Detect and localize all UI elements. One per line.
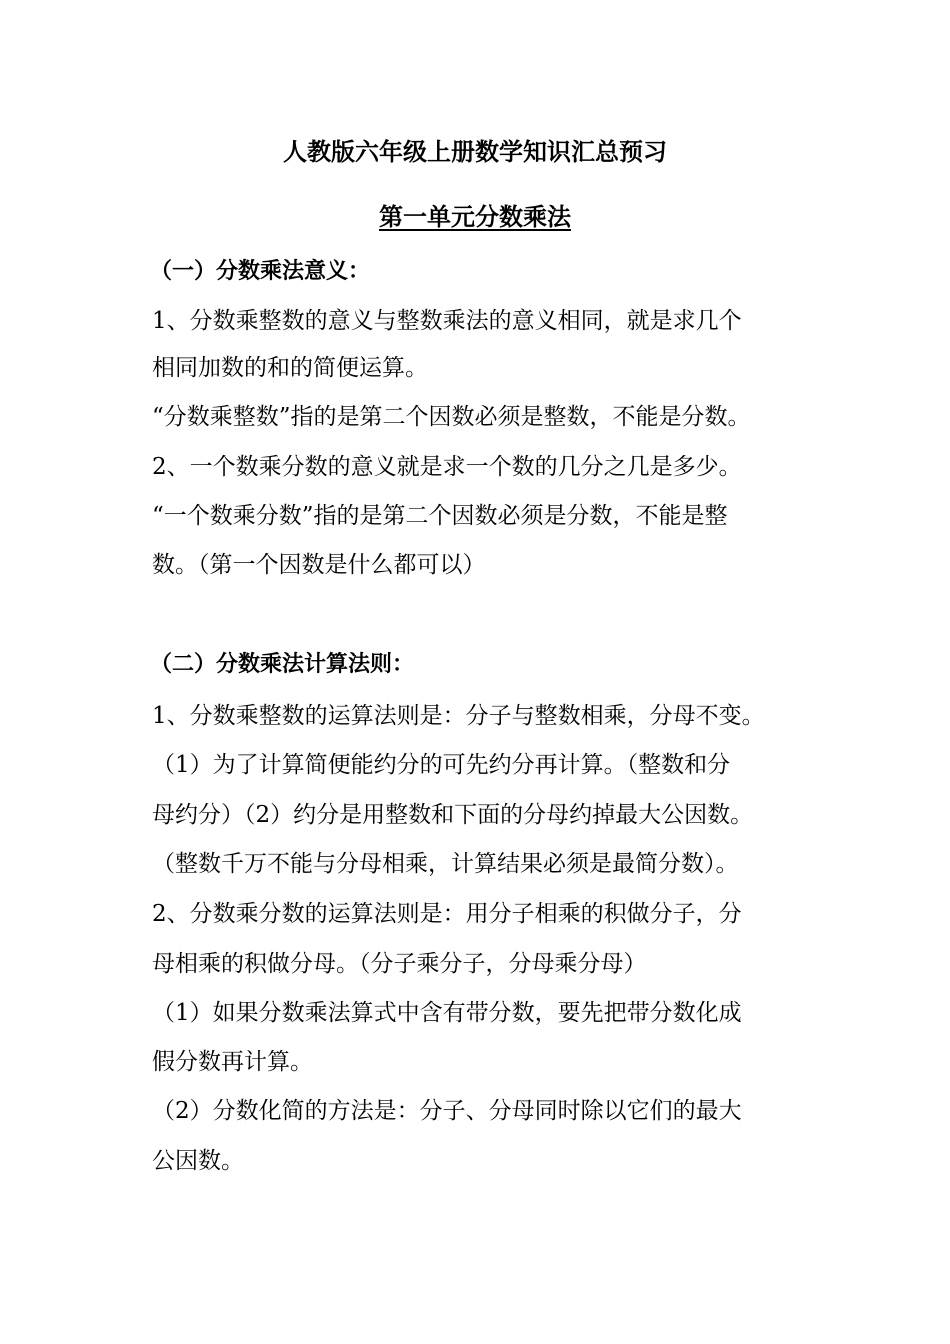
paragraph-line: 母相乘的积做分母。（分子乘分子，分母乘分母） [152,951,647,977]
section-heading-meaning: （一）分数乘法意义： [150,259,371,284]
paragraph-line: （2）分数化简的方法是：分子、分母同时除以它们的最大 [152,1098,742,1124]
unit-title: 第一单元分数乘法 [379,203,571,231]
document-title: 人教版六年级上册数学知识汇总预习 [283,138,667,166]
paragraph-line: （1）如果分数乘法算式中含有带分数，要先把带分数化成 [152,1000,742,1026]
paragraph-line: 公因数。 [152,1148,244,1174]
paragraph-line: 1、分数乘整数的运算法则是：分子与整数相乘，分母不变。 [152,703,765,729]
paragraph-line: 1、分数乘整数的意义与整数乘法的意义相同，就是求几个 [152,308,742,334]
section-heading-rules: （二）分数乘法计算法则： [150,652,415,677]
paragraph-line: “一个数乘分数”指的是第二个因数必须是分数，不能是整 [152,503,728,529]
paragraph-line: （1）为了计算简便能约分的可先约分再计算。（整数和分 [152,752,731,778]
paragraph-line: 相同加数的和的简便运算。 [152,355,428,381]
paragraph-line: 2、一个数乘分数的意义就是求一个数的几分之几是多少。 [152,454,742,480]
paragraph-line: （整数千万不能与分母相乘，计算结果必须是最简分数）。 [152,851,739,877]
paragraph-line: 假分数再计算。 [152,1049,313,1075]
paragraph-line: 母约分）（2）约分是用整数和下面的分母约掉最大公因数。 [152,802,754,828]
paragraph-line: 数。（第一个因数是什么都可以） [152,552,486,578]
paragraph-line: “分数乘整数”指的是第二个因数必须是整数，不能是分数。 [152,404,751,430]
paragraph-line: 2、分数乘分数的运算法则是：用分子相乘的积做分子，分 [152,901,742,927]
